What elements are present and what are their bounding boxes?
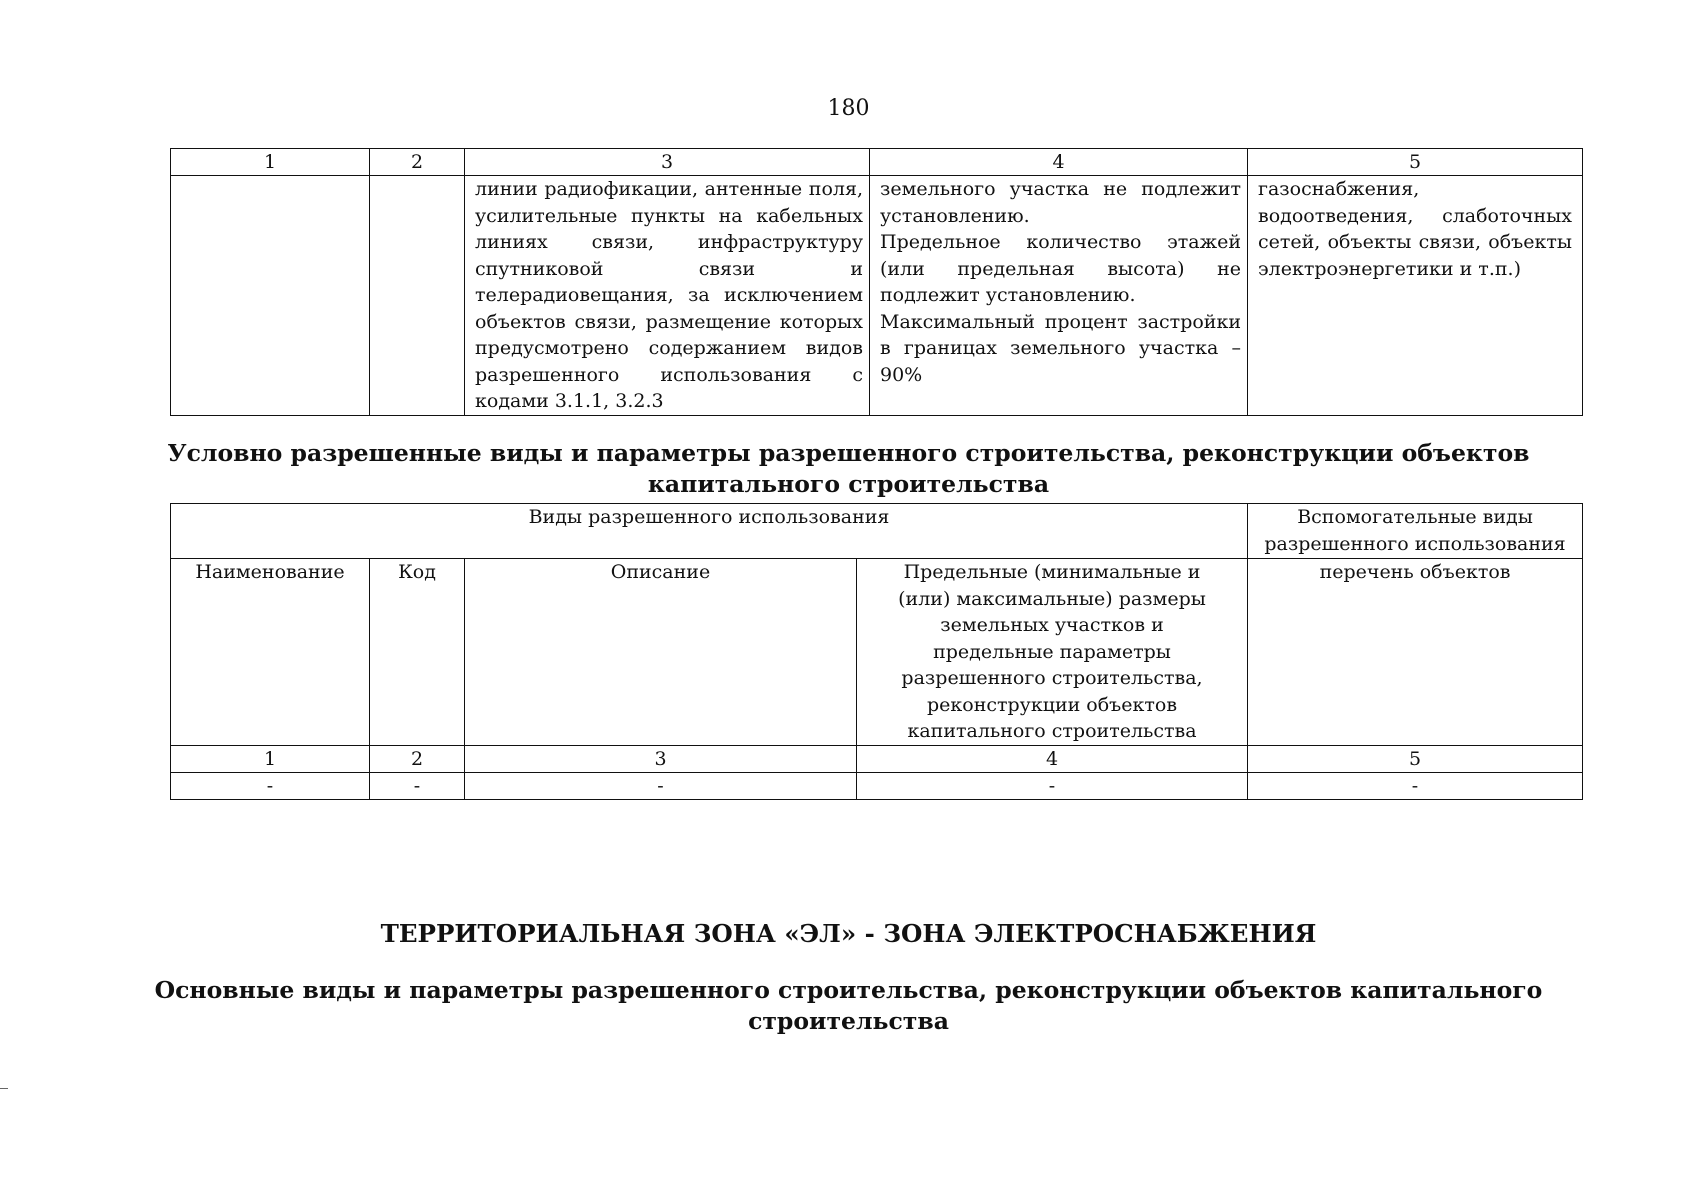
column-header-code: Код bbox=[370, 559, 465, 746]
permitted-uses-header: Виды разрешенного использования bbox=[171, 504, 1248, 559]
parameter-line: Максимальный процент застройки в границах земельного участка – 90% bbox=[880, 310, 1241, 386]
column-number: 1 bbox=[171, 149, 370, 176]
empty-cell: - bbox=[465, 772, 857, 799]
column-number: 2 bbox=[370, 149, 465, 176]
parameters-cell bbox=[870, 176, 1248, 416]
conditional-section-title: Условно разрешенные виды и параметры разрешенного строительства, реконструкции объектов капитального строительства bbox=[167, 439, 1530, 498]
parameter-line: Предельное количество этажей (или предельная высота) не подлежит установлению. bbox=[880, 231, 1241, 306]
empty-cell: - bbox=[370, 772, 465, 799]
margin-mark bbox=[0, 1088, 8, 1089]
column-header-row bbox=[171, 559, 1583, 746]
column-number: 5 bbox=[1248, 149, 1583, 176]
column-number: 3 bbox=[465, 149, 870, 176]
column-header-objects: перечень объектов bbox=[1248, 559, 1583, 746]
column-header-name: Наименование bbox=[171, 559, 370, 746]
code-cell bbox=[370, 176, 465, 416]
name-cell bbox=[171, 176, 370, 416]
table-row bbox=[171, 176, 1583, 416]
column-header-parameters: Предельные (минимальные и (или) максимальные) размеры земельных участков и предельные параметры разрешенного строительства, реконструкции объектов капитального строительства bbox=[857, 559, 1248, 746]
auxiliary-cell: газоснабжения, водоотведения, слаботочных сетей, объекты связи, объекты электроэнергетики и т.п.) bbox=[1248, 176, 1583, 416]
column-header-description: Описание bbox=[465, 559, 857, 746]
column-number: 5 bbox=[1248, 745, 1583, 772]
column-number: 3 bbox=[465, 745, 857, 772]
column-number: 1 bbox=[171, 745, 370, 772]
continuation-table bbox=[170, 148, 1583, 416]
column-number: 4 bbox=[870, 149, 1248, 176]
column-number: 4 bbox=[857, 745, 1248, 772]
conditional-uses-table bbox=[170, 503, 1583, 800]
auxiliary-uses-header: Вспомогательные виды разрешенного использования bbox=[1248, 504, 1583, 559]
empty-cell: - bbox=[171, 772, 370, 799]
description-cell: линии радиофикации, антенные поля, усилительные пункты на кабельных линиях связи, инфраструктуру спутниковой связи и телерадиовещания, за исключением объектов связи, размещение которых предусмотрено содержанием видов разрешенного использования с кодами 3.1.1, 3.2.3 bbox=[465, 176, 870, 416]
empty-cell: - bbox=[1248, 772, 1583, 799]
main-section-title: Основные виды и параметры разрешенного строительства, реконструкции объектов капитального строительства bbox=[154, 976, 1543, 1035]
table-row bbox=[171, 772, 1583, 799]
page-number: 180 bbox=[827, 96, 870, 121]
empty-cell: - bbox=[857, 772, 1248, 799]
zone-title: ТЕРРИТОРИАЛЬНАЯ ЗОНА «ЭЛ» - ЗОНА ЭЛЕКТРОСНАБЖЕНИЯ bbox=[380, 919, 1317, 948]
column-number-row bbox=[171, 149, 1583, 176]
column-number-row bbox=[171, 745, 1583, 772]
column-number: 2 bbox=[370, 745, 465, 772]
parameter-line: земельного участка не подлежит установлению. bbox=[880, 178, 1241, 227]
group-header-row bbox=[171, 504, 1583, 559]
